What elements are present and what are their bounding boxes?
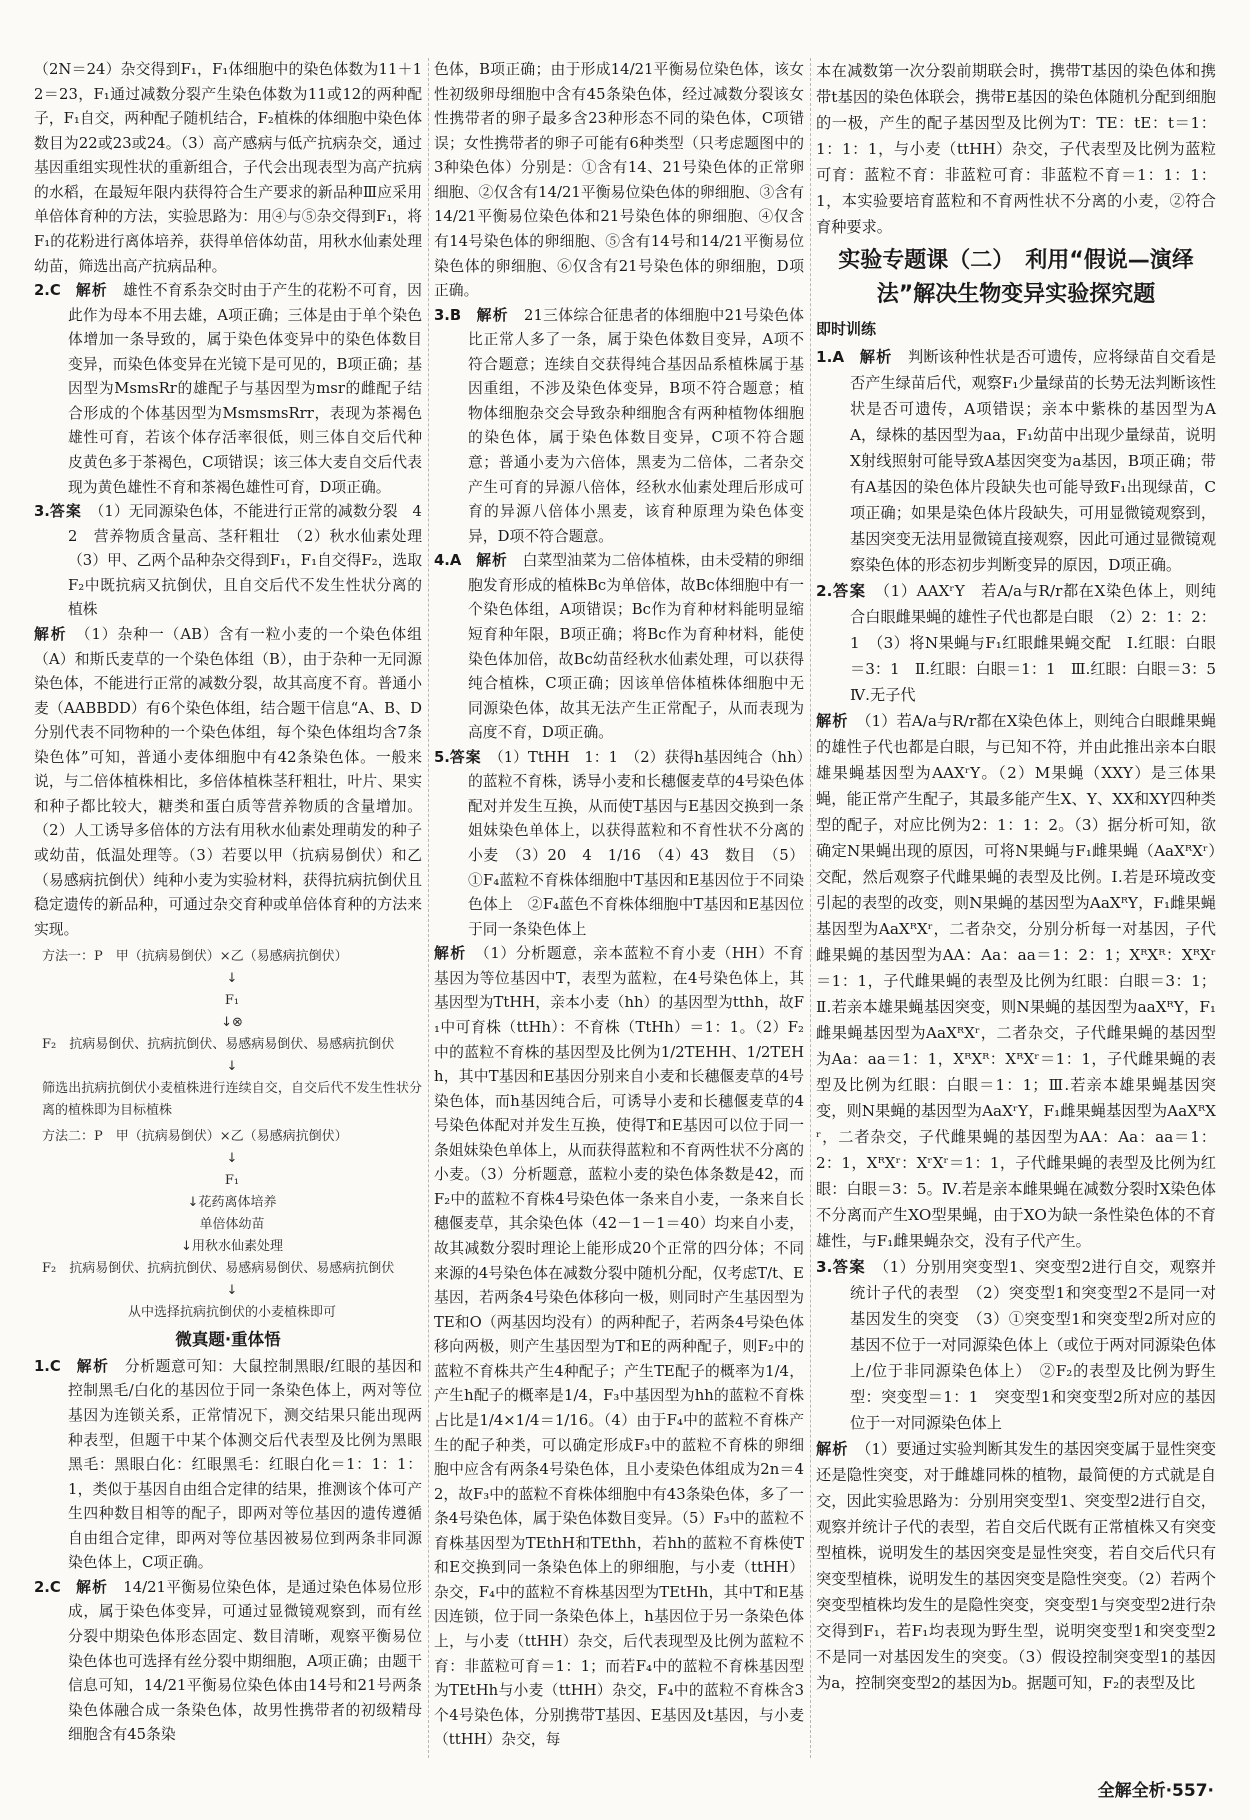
analysis-label: 解析 (476, 306, 509, 324)
continued-paragraph: 色体，B项正确；由于形成14/21平衡易位染色体，该女性初级卵母细胞中含有45条染色体，经过减数分裂该女性携带者的卵子最多含23种形态不同的染色体，C项错误；女性携带者的卵子可能有6种类型（只考虑题图中的3种染色体）分别是：①含有14、21号染色体的正常卵细胞、②仅含有14/21平衡易位染色体的卵细胞、③含有14/21平衡易位染色体和21号染色体的卵细胞、④仅含有14号染色体的卵细胞、⑤含有14号和14/21平衡易位染色体的卵细胞、⑥仅含有21号染色体的卵细胞，D项正确。 (434, 61, 804, 300)
down-arrow-icon: ↓ (226, 971, 238, 987)
scheme-f2: F₂ 抗病易倒伏、抗病抗倒伏、易感病易倒伏、易感病抗倒伏 (42, 1037, 395, 1053)
answer-column-1 (34, 58, 437, 1748)
training-item-3 (816, 1254, 1216, 1436)
column-divider (810, 58, 811, 1758)
item-number: 3. (34, 503, 50, 521)
analysis-text: （1）若A/a与R/r都在X染色体上，则纯合白眼雌果蝇的雄性子代也都是白眼，与已知不符，并由此推出亲本白眼雄果蝇基因型为AAXʳY。（2）M果蝇（XXY）是三体果蝇，能正常产生配子，其最多能产生X、Y、XX和XY四种类型的配子，对应比例为2：1：1：2。（3）据分析可知，欲确定N果蝇出现的原因，可将N果蝇与F₁雌果蝇（AaXᴿXʳ）交配，然后观察子代雌果蝇的表型及比例。Ⅰ.若是环境改变引起的表型的改变，则N果蝇的基因型为AaXᴿY，F₁雌果蝇基因型为AaXᴿXʳ，二者杂交，分别分析每一对基因，子代雌果蝇的基因型为AA：Aa：aa＝1：2：1；XᴿXᴿ：XᴿXʳ＝1：1，子代雌果蝇的表型及比例为红眼：白眼＝3：1；Ⅱ.若亲本雄果蝇基因突变，则N果蝇的基因型为aaXᴿY，F₁雌果蝇基因型为AaXᴿXʳ，二者杂交，子代雌果蝇的基因型为Aa：aa＝1：1，XᴿXᴿ：XᴿXʳ＝1：1，子代雌果蝇的表型及比例为红眼：白眼＝1：1；Ⅲ.若亲本雄果蝇基因突变，则N果蝇的基因型为AaXʳY，F₁雌果蝇基因型为AaXᴿXʳ，二者杂交，子代雌果蝇的基因型为AA：Aa：aa＝1：2：1，XᴿXʳ：XʳXʳ＝1：1，子代雌果蝇的表型及比例为红眼：白眼＝3：5。Ⅳ.若是亲本雌果蝇在减数分裂时X染色体不分离而产生XO型果蝇，由于XO为缺一条性染色体的不育雄性，与F₁雌果蝇杂交，没有子代产生。 (816, 712, 1217, 1250)
scheme-step: 用秋水仙素处理 (191, 1239, 283, 1255)
analysis-text: （1）要通过实验判断其发生的基因突变属于显性突变还是隐性突变，对于雌雄同株的植物，最简便的方式就是自交，因此实验思路为：分别用突变型1、突变型2进行自交，观察并统计子代的表型，若自交后代既有正常植株又有突变型植株，说明发生的基因突变是显性突变，若自交后代只有突变型植株，说明发生的基因突变是隐性突变。（2）若两个突变型植株均发生的是隐性突变，突变型1与突变型2进行杂交得到F₁，若F₁均表现为野生型，说明突变型1和突变型2不是同一对基因发生的突变。（3）假设控制突变型1的基因为a，控制突变型2的基因为b。据题可知，F₂的表型及比 (816, 1440, 1217, 1692)
scheme-haploid: 单倍体幼苗 (199, 1217, 265, 1233)
answer-column-3 (816, 58, 1232, 1696)
item-number: 1.A (816, 348, 845, 366)
analysis-label: 解析 (75, 282, 108, 300)
real-question-2 (34, 1576, 422, 1748)
down-arrow-icon: ↓花药离体培养 (187, 1195, 277, 1211)
answer-label: 答案 (49, 503, 82, 521)
real-question-4 (434, 549, 804, 746)
analysis-text: （1）杂种一（AB）含有一粒小麦的一个染色体组（A）和斯氏麦草的一个染色体组（B），由于杂种一无同源染色体，不能进行正常的减数分裂，故其高度不育。普通小麦（AABBDD）有6个染色体组，结合题干信息“A、B、D分别代表不同物种的一个染色体组，每个染色体组均含7条染色体”可知，普通小麦体细胞中有42条染色体。一般来说，与二倍体植株相比，多倍体植株茎秆粗壮，叶片、果实和种子都比较大，糖类和蛋白质等营养物质的含量增加。（2）人工诱导多倍体的方法有用秋水仙素处理萌发的种子或幼苗，低温处理等。（3）若要以甲（抗病易倒伏）和乙（易感病抗倒伏）纯种小麦为实验材料，获得抗病抗倒伏且稳定遗传的新品种，可通过杂交育种或单倍体育种的方法来实现。 (34, 625, 422, 938)
down-arrow-icon: ↓用秋水仙素处理 (181, 1239, 283, 1255)
answer-item-2 (34, 279, 422, 500)
intro-paragraph: （2N＝24）杂交得到F₁，F₁体细胞中的染色体数为11＋12＝23，F₁通过减数分裂产生染色体数为11或12的两种配子，F₁自交，两种配子随机结合，F₂植株的体细胞中染色体数目为22或23或24。（3）高产感病与低产抗病杂交，通过基因重组实现性状的重新组合，子代会出现表型为高产抗病的水稻，在最短年限内获得符合生产要求的新品种Ⅲ应采用单倍体育种的方法，实验思路为：用④与⑤杂交得到F₁，将F₁的花粉进行离体培养，获得单倍体幼苗，用秋水仙素处理幼苗，筛选出高产抗病品种。 (34, 61, 422, 275)
item-number: 5. (434, 748, 450, 766)
analysis-text: 21三体综合征患者的体细胞中21号染色体比正常人多了一条，属于染色体数目变异，A项不符合题意；连续自交获得纯合基因品系植株属于基因重组，不涉及染色体变异，B项不符合题意；植物体细胞杂交会导致杂种细胞含有两种植物体细胞的染色体，属于染色体数目变异，C项不符合题意；普通小麦为六倍体，黑麦为二倍体，二者杂交产生可育的异源八倍体，经秋水仙素处理后形成可育的异源八倍体小黑麦，该育种原理为染色体变异，D项不符合题意。 (468, 306, 804, 545)
training-item-2 (816, 578, 1232, 708)
real-question-5 (434, 746, 804, 943)
answer-item-3 (34, 500, 437, 623)
breeding-scheme-2 (42, 1126, 422, 1324)
item-number: 2.C (34, 1578, 61, 1596)
down-arrow-icon: ↓ (226, 1283, 238, 1299)
analysis-text: 白菜型油菜为二倍体植株，由未受精的卵细胞发育形成的植株Bc为单倍体，故Bc体细胞中有一个染色体组，A项错误；Bc作为育种材料能明显缩短育种年限，B项正确；将Bc作为育种材料，能使染色体加倍，故Bc幼苗经秋水仙素处理，可以获得纯合植株，C项正确；因该单倍体植株体细胞中无同源染色体，故其无法产生正常配子，从而表现为高度不育，D项正确。 (468, 552, 804, 742)
analysis-label: 解析 (476, 552, 508, 570)
lesson-title: 实验专题课（二） 利用“假说—演绎法”解决生物变异实验探究题 (838, 248, 1194, 307)
answer-label: 答案 (449, 748, 482, 766)
analysis-label: 解析 (76, 1357, 110, 1375)
item-number: 1.C (34, 1357, 61, 1375)
item-number: 3.B (434, 306, 462, 324)
scheme-f1: F₁ (224, 1173, 240, 1189)
continued-paragraph: 本在减数第一次分裂前期联会时，携带T基因的染色体和携带t基因的染色体联会，携带E基因的染色体随机分配到细胞的一极，产生的配子基因型及比例为T：TE：tE：t＝1：1：1：1，与小麦（ttHH）杂交，子代表型及比例为蓝粒可育：蓝粒不育：非蓝粒可育：非蓝粒不育＝1：1：1：1，本实验要培育蓝粒和不育两性状不分离的小麦，②符合育种要求。 (816, 62, 1216, 236)
answer-text: （1）AAXʳY 若A/a与R/r都在X染色体上，则纯合白眼雌果蝇的雄性子代也都是白眼 （2）2：1：2：1 （3）将N果蝇与F₁红眼雌果蝇交配 Ⅰ.红眼：白眼＝3：1 Ⅱ.红眼：白眼＝1：1 Ⅲ.红眼：白眼＝3：5 Ⅳ.无子代 (850, 582, 1232, 704)
item-number: 2.C (34, 282, 61, 300)
subsection-heading: 即时训练 (816, 320, 877, 338)
down-arrow-icon: ↓ (226, 1059, 238, 1075)
answer-label: 答案 (832, 1258, 866, 1276)
scheme-step: 花药离体培养 (198, 1195, 277, 1211)
scheme-parents: 方法一：P 甲（抗病易倒伏）×乙（易感病抗倒伏） (42, 949, 348, 965)
analysis-text: 分析题意可知：大鼠控制黑眼/红眼的基因和控制黑毛/白化的基因位于同一条染色体上，两对等位基因为连锁关系，正常情况下，测交结果只能出现两种表型，但题干中某个体测交后代表型及比例为黑眼黑毛：黑眼白化：红眼黑毛：红眼白化＝1：1：1：1，类似于基因自由组合定律的结果，推测该个体可产生四种数目相等的配子，即两对等位基因的遗传遵循自由组合定律，即两对等位基因被易位到两条非同源染色体上，C项正确。 (68, 1357, 422, 1572)
training-item-1 (816, 344, 1216, 578)
analysis-label: 解析 (859, 348, 893, 366)
scheme-note: 从中选择抗病抗倒伏的小麦植株即可 (127, 1305, 336, 1321)
answer-text: （1）无同源染色体，不能进行正常的减数分裂 42 营养物质含量高、茎秆粗壮 （2）秋水仙素处理 （3）甲、乙两个品种杂交得到F₁，F₁自交得F₂，选取F₂中既抗病又抗倒伏，且自交后代不发生性状分离的植株 (68, 503, 437, 619)
selfing-arrow-icon: ↓⊗ (221, 1015, 243, 1031)
scheme-f2: F₂ 抗病易倒伏、抗病抗倒伏、易感病易倒伏、易感病抗倒伏 (42, 1261, 395, 1277)
item-number: 3. (816, 1258, 833, 1276)
breeding-scheme-1 (42, 946, 422, 1122)
answer-text: （1）分别用突变型1、突变型2进行自交，观察并统计子代的表型 （2）突变型1和突变型2不是同一对基因发生的突变 （3）①突变型1和突变型2所对应的基因不位于一对同源染色体上（或位于两对同源染色体上/位于非同源染色体上） ②F₂的表型及比例为野生型：突变型＝1：1 突变型1和突变型2所对应的基因位于一对同源染色体上 (850, 1258, 1217, 1432)
training-item-3-analysis (816, 1436, 1216, 1696)
column-divider (428, 58, 429, 1758)
analysis-label: 解析 (816, 1440, 849, 1458)
analysis-label: 解析 (816, 712, 849, 730)
analysis-label: 解析 (34, 625, 68, 643)
page-footer: 全解全析·557· (1097, 1781, 1214, 1801)
selfing-symbol: ⊗ (232, 1015, 243, 1031)
analysis-label: 解析 (434, 945, 467, 963)
real-question-5-analysis (434, 942, 804, 1753)
scheme-f1: F₁ (224, 993, 240, 1009)
answer-label: 答案 (832, 582, 867, 600)
answer-item-3-analysis (34, 623, 422, 942)
down-arrow-icon: ↓ (226, 1151, 238, 1167)
section-heading: 微真题·重体悟 (175, 1330, 281, 1350)
item-number: 2. (816, 582, 833, 600)
analysis-text: 14/21平衡易位染色体，是通过染色体易位形成，属于染色体变异，可通过显微镜观察到，而有丝分裂中期染色体形态固定、数目清晰，观察平衡易位染色体也可选择有丝分裂中期细胞，A项正确；由题干信息可知，14/21平衡易位染色体由14号和21号两条染色体融合成一条染色体，故男性携带者的初级精母细胞含有45条染 (68, 1578, 422, 1744)
real-question-3 (434, 304, 804, 550)
answer-text: （1）TtHH 1：1 （2）获得h基因纯合（hh）的蓝粒不育株，诱导小麦和长穗偃麦草的4号染色体配对并发生互换，从而使T基因与E基因交换到一条姐妹染色单体上，以获得蓝粒和不育性状不分离的小麦 （3）20 4 1/16 （4）43 数目 （5）①F₄蓝粒不育株体细胞中T基因和E基因位于不同染色体上 ②F₄蓝色不育株体细胞中T基因和E基因位于同一条染色体上 (468, 748, 804, 938)
analysis-text: 雄性不育系杂交时由于产生的花粉不可育，因此作为母本不用去雄，A项正确；三体是由于单个染色体增加一条导致的，属于染色体变异中的染色体数目变异，而染色体变异在光镜下是可见的，B项正确；基因型为MsmsRr的雄配子与基因型为msr的雌配子结合形成的个体基因型为MsmsmsRrr，表现为茶褐色雄性可育，若该个体存活率很低，则三体自交后代种皮黄色多于茶褐色，C项错误；该三体大麦自交后代表现为黄色雄性不育和茶褐色雄性可育，D项正确。 (68, 282, 422, 496)
scheme-parents: 方法二：P 甲（抗病易倒伏）×乙（易感病抗倒伏） (42, 1129, 348, 1145)
scheme-note: 筛选出抗病抗倒伏小麦植株进行连续自交，自交后代不发生性状分离的植株即为目标植株 (42, 1081, 422, 1119)
real-question-1 (34, 1355, 422, 1576)
answer-column-2 (434, 58, 804, 1753)
item-number: 4.A (434, 552, 462, 570)
analysis-text: （1）分析题意，亲本蓝粒不育小麦（HH）不育基因为等位基因中T，表型为蓝粒，在4号染色体上，其基因型为TtHH，亲本小麦（hh）的基因型为tthh，故F₁中可育株（ttHh）：不育株（TtHh）＝1：1。（2）F₂中的蓝粒不育株的基因型及比例为1/2TEHH、1/2TEHh，其中T基因和E基因分别来自小麦和长穗偃麦草的4号染色体，而h基因纯合后，可诱导小麦和长穗偃麦草的4号染色体配对并发生互换，使得T和E基因可以位于同一条姐妹染色单体上，从而获得蓝粒和不育两性状不分离的小麦。（3）分析题意，蓝粒小麦的染色体条数是42，而F₂中的蓝粒不育株4号染色体一条来自小麦，一条来自长穗偃麦草，其余染色体（42－1－1＝40）均来自小麦，故其减数分裂时理论上能形成20个正常的四分体；不同来源的4号染色体在减数分裂中随机分配，仅考虑T/t、E基因，若两条4号染色体移向一极，则同时产生基因型为TE和O（两基因均没有）的两种配子，若两条4号染色体移向两极，则产生基因型为T和E的两种配子，则F₂中的蓝粒不育株共产生4种配子；产生TE配子的概率为1/4，产生h配子的概率是1/4，F₃中基因型为hh的蓝粒不育株占比是1/4×1/4＝1/16。（4）由于F₄中的蓝粒不育株产生的配子种类，可以确定形成F₃中的蓝粒不育株的卵细胞中应含有两条4号染色体，且小麦染色体组成为2n＝42，故F₃中的蓝粒不育株体细胞中有43条染色体，多了一条4号染色体，属于染色体数目变异。（5）F₃中的蓝粒不育株基因型为TEthH和TEthh，若hh的蓝粒不育株使T和E交换到同一条染色体上的卵细胞，与小麦（ttHH）杂交，F₄中的蓝粒不育株基因型为TEtHh，其中T和E基因连锁，位于同一条染色体上，h基因位于另一条染色体上，与小麦（ttHH）杂交，后代表现型及比例为蓝粒不育：非蓝粒可育＝1：1；而若F₄中的蓝粒不育株基因型为TEtHh与小麦（ttHH）杂交，F₄中的蓝粒不育株含3个4号染色体，分别携带T基因、E基因及t基因，与小麦（ttHH）杂交，每 (434, 945, 804, 1749)
analysis-label: 解析 (76, 1578, 109, 1596)
training-item-2-analysis (816, 708, 1216, 1254)
analysis-text: 判断该种性状是否可遗传，应将绿苗自交看是否产生绿苗后代，观察F₁少量绿苗的长势无法判断该性状是否可遗传，A项错误；亲本中紫株的基因型为AA，绿株的基因型为aa，F₁幼苗中出现少量绿苗，说明X射线照射可能导致A基因突变为a基因，B项正确；带有A基因的染色体片段缺失也可能导致F₁出现绿苗，C项正确；如果是染色体片段缺失，可用显微镜观察到，基因突变无法用显微镜直接观察，因此可通过显微镜观察染色体的形态初步判断变异的原因，D项正确。 (850, 348, 1217, 574)
